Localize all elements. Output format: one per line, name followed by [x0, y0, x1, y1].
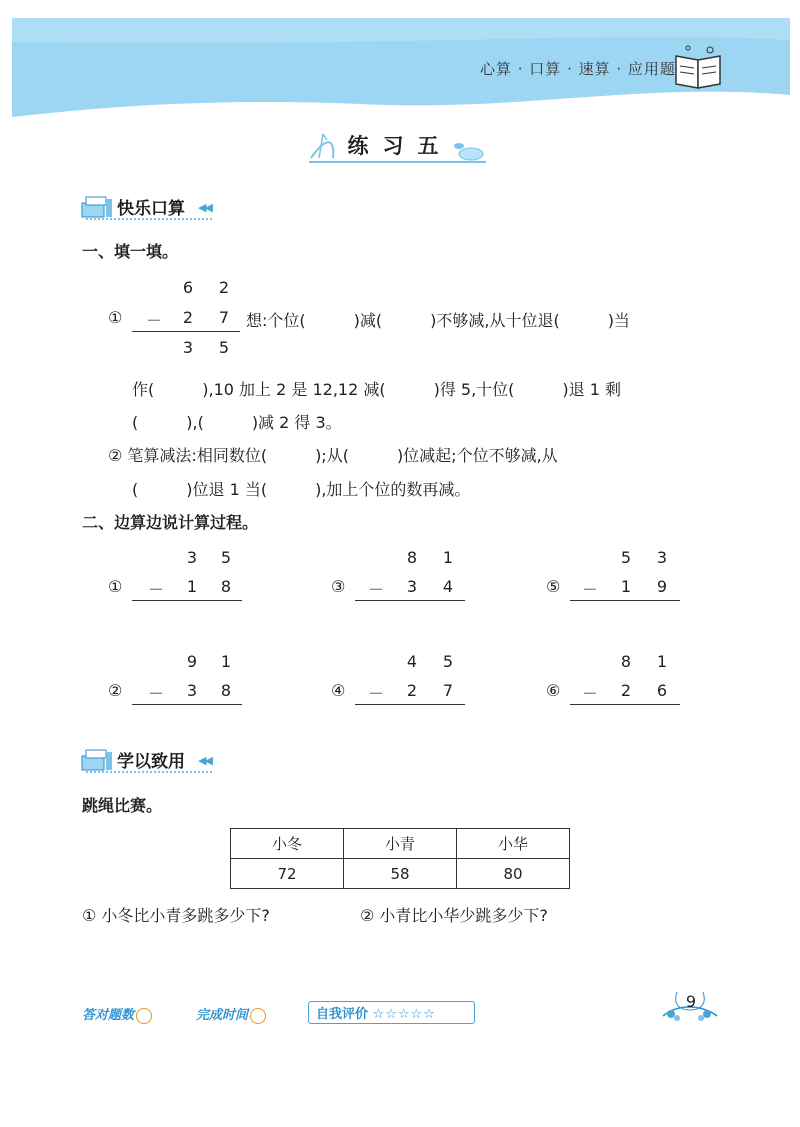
p1-minus-sign: － — [145, 311, 162, 330]
table-header-row — [231, 829, 570, 859]
section-label-happy-calc: 快乐口算 — [117, 199, 185, 219]
smiley-icon — [250, 1008, 266, 1024]
double-left-arrow-icon: ◀◀ — [198, 754, 211, 767]
top-digit: 9 — [186, 652, 198, 671]
answer-line[interactable] — [355, 704, 465, 705]
correct-count-label — [82, 1004, 152, 1024]
page-number: 9 — [685, 992, 697, 1011]
bottom-digit: 2 — [620, 681, 632, 700]
smiley-icon — [136, 1008, 152, 1024]
section-divider — [86, 218, 212, 220]
minus-sign: － — [581, 580, 598, 599]
p1-result-digit: 5 — [218, 338, 230, 357]
p1-top-digit: 6 — [182, 278, 194, 297]
table-header-cell: 小华 — [457, 829, 570, 859]
p1-bottom-digit: 2 — [182, 308, 194, 327]
top-digit: 3 — [656, 548, 668, 567]
completion-time-text: 完成时间 — [196, 1008, 249, 1023]
part2-heading: 二、边算边说计算过程。 — [82, 513, 259, 532]
table-header-cell: 小冬 — [231, 829, 344, 859]
bottom-digit: 8 — [220, 577, 232, 596]
top-digit: 1 — [220, 652, 232, 671]
problem-marker: ④ — [331, 681, 346, 700]
completion-time-label — [196, 1004, 266, 1024]
bottom-digit: 9 — [656, 577, 668, 596]
bottom-digit: 6 — [656, 681, 668, 700]
answer-line[interactable] — [132, 704, 242, 705]
problem-marker: ⑥ — [546, 681, 561, 700]
books-icon — [80, 193, 114, 221]
top-digit: 5 — [442, 652, 454, 671]
top-digit: 5 — [620, 548, 632, 567]
top-digit: 4 — [406, 652, 418, 671]
p1-sum-line — [132, 331, 240, 332]
problem-marker: ⑤ — [546, 577, 561, 596]
bottom-digit: 1 — [186, 577, 198, 596]
rope-skipping-table — [230, 828, 570, 889]
p1-result-digit: 3 — [182, 338, 194, 357]
table-cell: 80 — [457, 859, 570, 889]
books-icon — [80, 746, 114, 774]
part1-heading: 一、填一填。 — [82, 242, 179, 261]
bottom-digit: 3 — [186, 681, 198, 700]
top-digit: 1 — [656, 652, 668, 671]
table-cell: 58 — [344, 859, 457, 889]
bottom-digit: 4 — [442, 577, 454, 596]
table-header-cell: 小青 — [344, 829, 457, 859]
p1-top-digit: 2 — [218, 278, 230, 297]
header-subtitle: 心算 · 口算 · 速算 · 应用题 — [480, 60, 676, 78]
minus-sign: － — [367, 580, 384, 599]
bottom-digit: 3 — [406, 577, 418, 596]
question-1: ① 小冬比小青多跳多少下? — [82, 906, 270, 925]
section-divider — [86, 771, 212, 773]
fill-line-5: ( )位退 1 当( ),加上个位的数再减。 — [132, 480, 471, 499]
answer-line[interactable] — [355, 600, 465, 601]
page-title: 练习五 — [347, 134, 453, 158]
top-digit: 8 — [620, 652, 632, 671]
problem-marker: ① — [108, 577, 123, 596]
problem-marker: ③ — [331, 577, 346, 596]
answer-line[interactable] — [132, 600, 242, 601]
top-digit: 3 — [186, 548, 198, 567]
minus-sign: － — [367, 684, 384, 703]
top-digit: 8 — [406, 548, 418, 567]
minus-sign: － — [147, 684, 164, 703]
minus-sign: － — [147, 580, 164, 599]
answer-line[interactable] — [570, 600, 680, 601]
fill-line-2: 作( ),10 加上 2 是 12,12 减( )得 5,十位( )退 1 剩 — [132, 380, 622, 399]
problem-marker: ② — [108, 681, 123, 700]
top-digit: 1 — [442, 548, 454, 567]
bottom-digit: 7 — [442, 681, 454, 700]
rating-stars[interactable]: ☆☆☆☆☆ — [372, 1007, 436, 1022]
section-label-apply: 学以致用 — [117, 752, 185, 772]
p1-bottom-digit: 7 — [218, 308, 230, 327]
table-row — [231, 859, 570, 889]
correct-count-text: 答对题数 — [82, 1008, 135, 1023]
answer-line[interactable] — [570, 704, 680, 705]
top-digit: 5 — [220, 548, 232, 567]
table-cell: 72 — [231, 859, 344, 889]
self-eval-label — [316, 1003, 436, 1022]
bottom-digit: 8 — [220, 681, 232, 700]
minus-sign: － — [581, 684, 598, 703]
book-icon — [672, 42, 726, 92]
fill-line-3: ( ),( )减 2 得 3。 — [132, 413, 342, 432]
fill-line-4: ② 笔算减法:相同数位( );从( )位减起;个位不够减,从 — [108, 446, 558, 465]
part3-heading: 跳绳比赛。 — [82, 796, 163, 815]
fill-line-1: 想:个位( )减( )不够减,从十位退( )当 — [246, 311, 630, 330]
bottom-digit: 2 — [406, 681, 418, 700]
bottom-digit: 1 — [620, 577, 632, 596]
double-left-arrow-icon: ◀◀ — [198, 201, 211, 214]
question-2: ② 小青比小华少跳多少下? — [360, 906, 548, 925]
self-eval-text: 自我评价 — [316, 1007, 369, 1022]
p1-marker: ① — [108, 308, 123, 327]
